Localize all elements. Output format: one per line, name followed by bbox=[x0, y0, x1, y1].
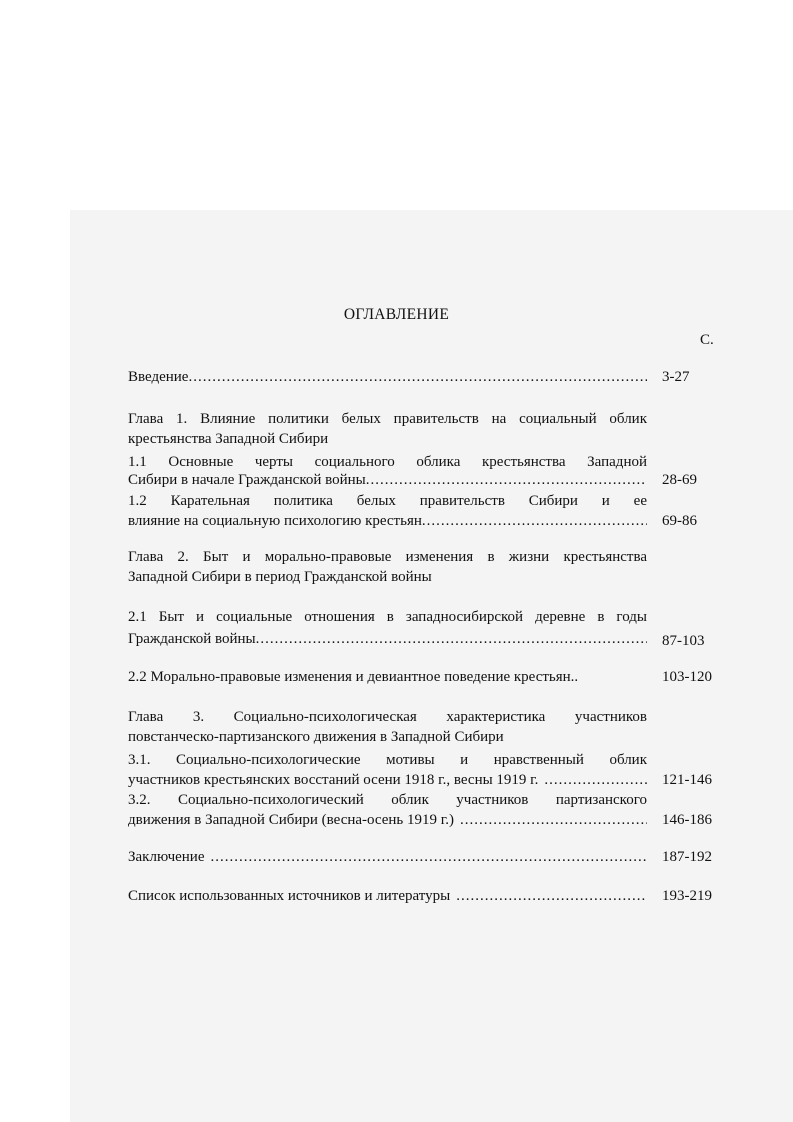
toc-page-number: 103-120 bbox=[662, 669, 712, 685]
toc-entry-3-2: 3.2. Социально-психологический облик участников партизанского bbox=[128, 792, 647, 808]
toc-entry-3-1: 3.1. Социально-психологические мотивы и нравственный облик bbox=[128, 752, 647, 768]
toc-entry-conclusion: Заключение ..... bbox=[128, 848, 647, 866]
toc-entry-1-2: 1.2 Карательная политика белых правительств Сибири и ее bbox=[128, 493, 647, 509]
leader-dots bbox=[422, 512, 647, 530]
chapter-3-heading-cont: повстанческо-партизанского движения в Западной Сибири bbox=[128, 729, 504, 745]
leader-dots bbox=[256, 630, 647, 648]
toc-entry-text: Введение bbox=[128, 369, 189, 385]
toc-title: ОГЛАВЛЕНИЕ bbox=[343, 306, 450, 323]
toc-page-number: 3-27 bbox=[662, 369, 690, 385]
leader-dots bbox=[188, 368, 647, 386]
toc-page-number: 69-86 bbox=[662, 513, 697, 529]
chapter-3-heading: Глава 3. Социально-психологическая характеристика участников bbox=[128, 709, 647, 725]
toc-page-number: 121-146 bbox=[662, 772, 712, 788]
toc-page-number: 146-186 bbox=[662, 812, 712, 828]
chapter-2-heading: Глава 2. Быт и морально-правовые изменения в жизни крестьянства bbox=[128, 549, 647, 565]
toc-page-number: 193-219 bbox=[662, 888, 712, 904]
toc-entry-2-1: 2.1 Быт и социальные отношения в западносибирской деревне в годы bbox=[128, 609, 647, 625]
leader-dots bbox=[450, 887, 647, 905]
toc-entry-1-1: 1.1 Основные черты социального облика крестьянства Западной bbox=[128, 454, 647, 470]
chapter-1-heading-cont: крестьянства Западной Сибири bbox=[128, 431, 329, 447]
toc-entry-2-1-cont: Гражданской войны ..... bbox=[128, 630, 647, 648]
page-column-label: С. bbox=[700, 332, 714, 348]
toc-entry-sources: Список использованных источников и литературы ..... bbox=[128, 887, 647, 905]
chapter-2-heading-cont: Западной Сибири в период Гражданской войны bbox=[128, 569, 432, 585]
toc-page-number: 87-103 bbox=[662, 633, 705, 649]
leader-dots bbox=[454, 811, 647, 829]
toc-entry-1-1-cont: Сибири в начале Гражданской войны ..... bbox=[128, 471, 647, 489]
toc-page-number: 28-69 bbox=[662, 472, 697, 488]
toc-entry-2-2: 2.2 Морально-правовые изменения и девиантное поведение крестьян.. bbox=[128, 669, 579, 685]
leader-dots bbox=[205, 848, 648, 866]
chapter-1-heading: Глава 1. Влияние политики белых правительств на социальный облик bbox=[128, 411, 647, 427]
toc-page-number: 187-192 bbox=[662, 849, 712, 865]
toc-entry-3-2-cont: движения в Западной Сибири (весна-осень 1919 г.) ..... bbox=[128, 811, 647, 829]
toc-entry-1-2-cont: влияние на социальную психологию крестьян ..... bbox=[128, 512, 647, 530]
toc-entry-3-1-cont: участников крестьянских восстаний осени 1918 г., весны 1919 г. ..... bbox=[128, 771, 647, 789]
toc-entry-introduction bbox=[128, 368, 647, 386]
leader-dots bbox=[366, 471, 647, 489]
leader-dots bbox=[538, 771, 647, 789]
